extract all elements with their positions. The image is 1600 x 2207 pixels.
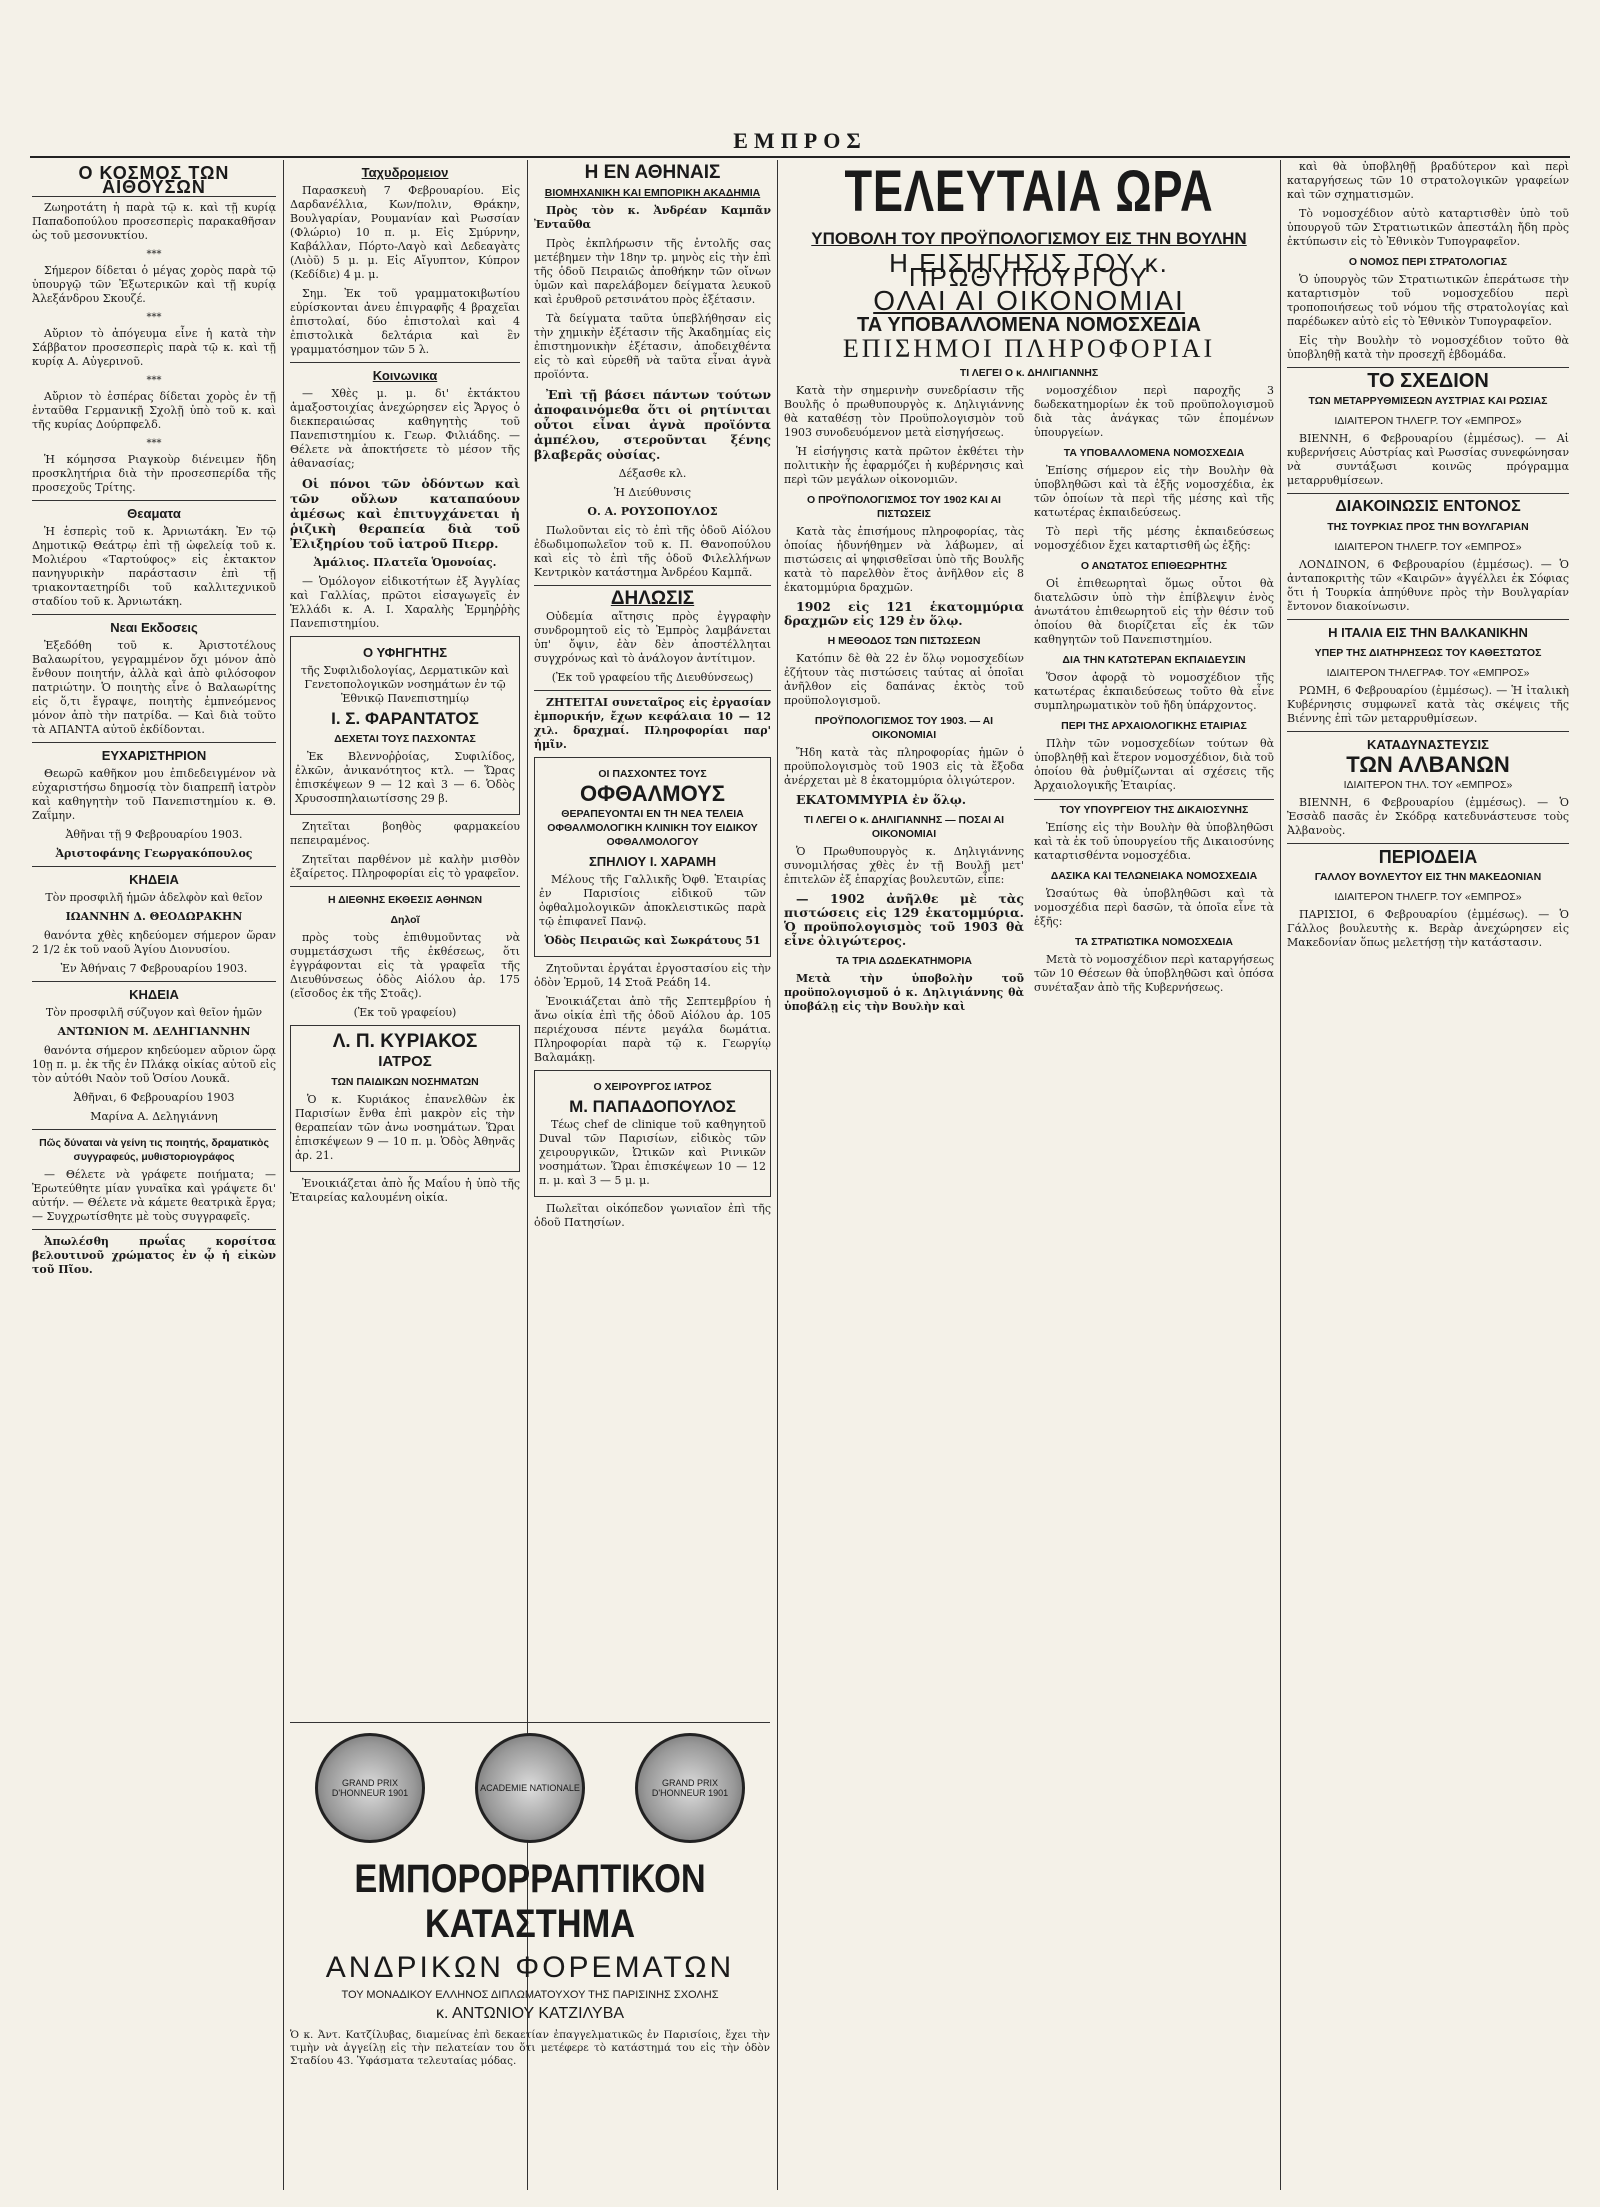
divider (534, 585, 771, 586)
academy-paragraph: Πωλοῦνται εἰς τὸ ἐπὶ τῆς ὁδοῦ Αἰόλου ἐδωδιμοπωλεῖον τοῦ κ. Π. Θανοπούλου καὶ εἰς τὸ ἐπὶ τῆς ὁδοῦ Φιλελλήνων Κεντρικὸν κατάστημα Ἀνδρέου Καμπᾶ. (534, 524, 771, 579)
news-subheading: ΔΙΑ ΤΗΝ ΚΑΤΩΤΕΡΑΝ ΕΚΠΑΙΔΕΥΣΙΝ (1062, 654, 1246, 666)
sale-notice: Πωλεῖται οἰκόπεδον γωνιαῖον ἐπὶ τῆς ὁδοῦ Πατησίων. (534, 1202, 771, 1229)
funeral-name: ΑΝΤΩΝΙΟΝ Μ. ΔΕΛΗΓΙΑΝΝΗΝ (57, 1025, 251, 1038)
thanks-date: Ἀθῆναι τῇ 9 Φεβρουαρίου 1903. (65, 828, 243, 841)
last-hour-subtitle: Η ΕΙΣΗΓΗΣΙΣ ΤΟΥ κ. ΠΡΩΘΥΠΟΥΡΓΟΥ (889, 248, 1169, 292)
news-subheading: ΠΡΟΫΠΟΛΟΓΙΣΜΟΣ ΤΟΥ 1903. — ΑΙ ΟΙΚΟΝΟΜΙΑΙ (814, 715, 994, 741)
news-paragraph: Ὁ Πρωθυπουργὸς κ. Δηλιγιάννης συνομιλήσας χθὲς ἐν τῇ Βουλῇ μετ' ἐπιτελῶν ἐξ ἐπαρχίας βουλευτῶν, εἶπε: (784, 845, 1024, 886)
telegram-subheading: ΥΠΕΡ ΤΗΣ ΔΙΑΤΗΡΗΣΕΩΣ ΤΟΥ ΚΑΘΕΣΤΩΤΟΣ (1314, 647, 1542, 659)
telegram-source: ΙΔΙΑΙΤΕΡΟΝ ΤΗΛΕΓΡ. ΤΟΥ «ΕΜΠΡΟΣ» (1334, 415, 1522, 427)
writers-paragraph: — Θέλετε νὰ γράφετε ποιήματα; — Ἐρωτεύθητε μίαν γυναῖκα καὶ γράψετε δι' αὐτήν. — Θέλετε νὰ κάμετε θεατρικὰ ἔργα; — Συγχρωτίσθητε μὲ τοὺς συγγραφεῖς. (32, 1168, 276, 1223)
telegram-paragraph: ΡΩΜΗ, 6 Φεβρουαρίου (ἐμμέσως). — Ἡ ἰταλικὴ Κυβέρνησις συμφωνεῖ κατὰ τὰς σκέψεις τῆς Βιέννης ἐπὶ τῶν μεταρρυθμίσεων. (1287, 684, 1569, 725)
social-paragraph: — Χθὲς μ. μ. δι' ἐκτάκτου ἀμαξοστοιχίας ἀνεχώρησεν εἰς Ἄργος ὁ διεκπεραιώσας καθηγητὴς τοῦ Πανεπιστημίου κ. Γεωρ. Φιλιάδης. — Θέλετε νὰ ἀποκτήσετε τὸ μέσον τῆς ἀθανασίας; (290, 387, 520, 470)
doctor-subtitle: ΔΕΧΕΤΑΙ ΤΟΥΣ ΠΑΣΧΟΝΤΑΣ (334, 733, 476, 745)
doctor-desc: τῆς Συφιλιδολογίας, Δερματικῶν καὶ Γενετοπολογικῶν νοσημάτων ἐν τῷ Ἐθνικῷ Πανεπιστημίῳ (300, 664, 510, 705)
shop-school: ΤΟΥ ΜΟΝΑΔΙΚΟΥ ΕΛΛΗΝΟΣ ΔΙΠΛΩΜΑΤΟΥΧΟΥ ΤΗΣ ΠΑΡΙΣΙΝΗΣ ΣΧΟΛΗΣ (341, 1989, 719, 2001)
news-highlight: ΕΚΑΤΟΜΜΥΡΙΑ ἐν ὅλῳ. (796, 792, 967, 807)
thanks-paragraph: Θεωρῶ καθῆκον μου ἐπιδεδειγμένον νὰ εὐχαριστήσω δημοσίᾳ τὸν διαπρεπῆ ἰατρὸν καὶ καθηγητὴν τοῦ Πανεπιστημίου κ. Θ. Ζαΐμην. (32, 767, 276, 822)
funeral-heading: ΚΗΔΕΙΑ (129, 872, 179, 887)
telegram-paragraph: ΛΟΝΔΙΝΟΝ, 6 Φεβρουαρίου (ἐμμέσως). — Ὁ ἀνταποκριτὴς τῶν «Καιρῶν» ἀγγέλλει ἐκ Σόφιας ὅτι ἡ Τουρκία ἀπηύθυνε πρὸς τὴν Βουλγαρίαν ἔντονον διακοίνωσιν. (1287, 558, 1569, 613)
kyriakos-name: Λ. Π. ΚΥΡΙΑΚΟΣ (332, 1031, 478, 1052)
funeral-text: θανόντα χθὲς κηδεύομεν σήμερον ὥραν 2 1/2 ἐκ τοῦ ναοῦ Ἁγίου Διονυσίου. (32, 929, 276, 956)
news-paragraph: Μετὰ τὴν ὑποβολὴν τοῦ προϋπολογισμοῦ ὁ κ. Δηλιγιάννης θὰ ὑποβάλῃ εἰς τὴν Βουλὴν καὶ (784, 972, 1024, 1013)
academy-sign: Ο. Α. ΡΟΥΣΟΠΟΥΛΟΣ (587, 505, 718, 518)
society-title: Ο ΚΟΣΜΟΣ ΤΩΝ ΑΙΘΟΥΣΩΝ (32, 166, 276, 197)
telegram-heading-big: ΤΩΝ ΑΛΒΑΝΩΝ (1346, 752, 1510, 777)
academy-paragraph: Πρὸς ἐκπλήρωσιν τῆς ἐντολῆς σας μετέβημεν τὴν 18ην τρ. μηνὸς εἰς τὴν ἐπὶ τῆς ὁδοῦ Πειραιῶς ἀποθήκην τῶν οἴνων ὑμῶν καὶ παρελάβομεν δείγματα λευκοῦ καὶ ἐρυθροῦ ρετσινάτου πρὸς ἐξέτασιν. (534, 237, 771, 306)
masthead (30, 128, 1570, 158)
divider (32, 500, 276, 501)
divider (290, 886, 520, 887)
news-highlight: — 1902 ἀνῆλθε μὲ τὰς πιστώσεις εἰς 129 ἑκατομμύρια. Ὁ προϋπολογισμὸς τοῦ 1903 θὰ εἶνε ὀλιγώτερος. (784, 891, 1024, 948)
news-paragraph: Τὸ περὶ τῆς μέσης ἐκπαιδεύσεως νομοσχέδιον ἔχει καταρτισθῆ ὡς ἑξῆς: (1034, 525, 1274, 552)
news-subheading: Η ΜΕΘΟΔΟΣ ΤΩΝ ΠΙΣΤΩΣΕΩΝ (827, 635, 981, 647)
telegram-heading: ΔΙΑΚΟΙΝΩΣΙΣ ΕΝΤΟΝΟΣ (1335, 498, 1521, 515)
telegram-paragraph: ΒΙΕΝΝΗ, 6 Φεβρουαρίου (ἐμμέσως). — Αἱ κυβερνήσεις Αὐστρίας καὶ Ρωσσίας συνεφώνησαν νὰ συντάξωσι κοινῶς πρόγραμμα μεταρρυθμίσεων. (1287, 432, 1569, 487)
thanks-heading: ΕΥΧΑΡΙΣΤΗΡΙΟΝ (101, 748, 207, 763)
funeral-text: θανόντα σήμερον κηδεύομεν αὔριον ὥρᾳ 10ῃ π. μ. ἐκ τῆς ἐν Πλάκᾳ οἰκίας αὐτοῦ εἰς τὸν αὐτόθι Ναὸν τοῦ Ὁσίου Λουκᾶ. (32, 1044, 276, 1085)
divider (1287, 619, 1569, 620)
telegram-paragraph: ΒΙΕΝΝΗ, 6 Φεβρουαρίου (ἐμμέσως). — Ὁ Ἐσσὰδ πασᾶς ἐν Σκόδρᾳ κατεδυνάστευσε τοὺς Ἀλβανοὺς. (1287, 796, 1569, 837)
telegram-source: ΙΔΙΑΙΤΕΡΟΝ ΤΗΛΕΓΡ. ΤΟΥ «ΕΜΠΡΟΣ» (1334, 891, 1522, 903)
news-paragraph: Ἐπίσης σήμερον εἰς τὴν Βουλὴν θὰ ὑποβληθῶσι καὶ τὰ ἑξῆς νομοσχέδια, ἐκ τῶν ὁποίων τὰ περὶ τῆς μέσης καὶ τῆς κατωτέρας ἐκπαιδεύσεως. (1034, 464, 1274, 519)
divider (32, 866, 276, 867)
medal-icon: GRAND PRIX D'HONNEUR 1901 (635, 1733, 745, 1843)
classified: Ζητεῖται παρθένον μὲ καλὴν μισθὸν ἐξαίρετος. Πληροφορίαι εἰς τὸ γραφεῖον. (290, 853, 520, 880)
news-paragraph: Τὸ νομοσχέδιον αὐτὸ καταρτισθὲν ὑπὸ τοῦ ὑπουργοῦ τῶν Στρατιωτικῶν ἀπεστάλη ἤδη πρὸς ἐκτύπωσιν εἰς τὸ Ἐθνικὸν Τυπογραφεῖον. (1287, 207, 1569, 248)
news-subheading: ΤΑ ΥΠΟΒΑΛΛΟΜΕΝΑ ΝΟΜΟΣΧΕΔΙΑ (1063, 447, 1245, 459)
news-subheading: ΔΑΣΙΚΑ ΚΑΙ ΤΕΛΩΝΕΙΑΚΑ ΝΟΜΟΣΧΕΔΙΑ (1050, 870, 1258, 882)
funeral-date: Ἀθῆναι, 6 Φεβρουαρίου 1903 (73, 1091, 235, 1104)
classified: Ζητεῖται βοηθὸς φαρμακείου πεπειραμένος. (290, 820, 520, 847)
surgeon-heading: Ο ΧΕΙΡΟΥΡΓΟΣ ΙΑΤΡΟΣ (593, 1081, 712, 1093)
society-paragraph: Αὔριον τὸ ἑσπέρας δίδεται χορὸς ἐν τῇ ἐνταῦθα Γερμανικῇ Σχολῇ ὑπὸ τοῦ κ. καὶ τῆς κυρίας Δούρπφελδ. (32, 390, 276, 431)
kyriakos-ad (290, 1025, 520, 1172)
news-subheading: Ο ΑΝΩΤΑΤΟΣ ΕΠΙΘΕΩΡΗΤΗΣ (1080, 560, 1228, 572)
last-hour-title: ΤΕΛΕΥΤΑΙΑ ΩΡΑ (844, 160, 1214, 224)
society-paragraph: Ἡ κόμησσα Ριαγκοὺρ διένειμεν ἤδη προσκλητήρια διὰ τὴν προσεσπερίδα τῆς προσεχοῦς Τρίτης. (32, 453, 276, 494)
news-paragraph: Ἐπίσης εἰς τὴν Βουλὴν θὰ ὑποβληθῶσι καὶ τὰ ἐκ τοῦ ὑπουργείου τῆς Δικαιοσύνης καταρτισθέντα νομοσχέδια. (1034, 821, 1274, 862)
telegram-source: ΙΔΙΑΙΤΕΡΟΝ ΤΗΛΕΓΡ. ΤΟΥ «ΕΜΠΡΟΣ» (1334, 541, 1522, 553)
funeral-heading: ΚΗΔΕΙΑ (129, 987, 179, 1002)
expo-heading: Η ΔΙΕΘΝΗΣ ΕΚΘΕΣΙΣ ΑΘΗΝΩΝ (327, 894, 483, 906)
last-hour-says: ΤΙ ΛΕΓΕΙ Ο κ. ΔΗΛΙΓΙΑΝΝΗΣ (959, 367, 1099, 379)
lost-notice: Ἀπωλέσθη πρωΐας κορσίτσα βελουτινοῦ χρώματος ἐν ᾧ ἡ εἰκὼν τοῦ Πῖου. (32, 1235, 276, 1276)
news-subheading: ΤΟΥ ΥΠΟΥΡΓΕΙΟΥ ΤΗΣ ΔΙΚΑΙΟΣΥΝΗΣ (1034, 799, 1274, 817)
shop-title: ΕΜΠΟΡΟΡΡΑΠΤΙΚΟΝ ΚΑΤΑΣΤΗΜΑ (354, 1857, 706, 1946)
news-subheading: ΤΑ ΤΡΙΑ ΔΩΔΕΚΑΤΗΜΟΡΙΑ (836, 955, 972, 967)
divider (1287, 367, 1569, 368)
kyriakos-subtitle: ΤΩΝ ΠΑΙΔΙΚΩΝ ΝΟΣΗΜΑΤΩΝ (331, 1076, 479, 1088)
writers-heading: Πῶς δύναται νὰ γείνη τις ποιητής, δραματικὸς συγγραφεύς, μυθιστοριογράφος (39, 1137, 269, 1163)
telegram-source: ΙΔΙΑΙΤΕΡΟΝ ΤΗΛΕΓΡΑΦ. ΤΟΥ «ΕΜΠΡΟΣ» (1326, 667, 1530, 679)
books-heading: Νεαι Εκδοσεις (110, 620, 198, 635)
news-paragraph: καὶ θὰ ὑποβληθῇ βραδύτερον καὶ περὶ καταργήσεως τῶν 10 στρατολογικῶν γραφείων καὶ τῶν σχηματισμῶν. (1287, 160, 1569, 201)
funeral-text: Τὸν προσφιλῆ ἡμῶν ἀδελφὸν καὶ θεῖον (45, 891, 263, 904)
eye-clinic-ad (534, 757, 771, 957)
column-post (290, 160, 520, 1715)
shop-text: Ὁ κ. Ἀντ. Κατζίλυβας, διαμείνας ἐπὶ δεκαετίαν ἐπαγγελματικῶς ἐν Παρισίοις, ἔχει τὴν τιμὴν νὰ ἀγγείλῃ εἰς τὴν πελατείαν του ὅτι μετέφερε τὸ κατάστημά του εἰς τὴν ὁδὸν Σταδίου 43. Ὑφάσματα τελευταίας μόδας. (290, 2029, 770, 2067)
funeral-signature: Μαρίνα Α. Δεληγιάννη (90, 1110, 218, 1123)
news-subheading: ΤΑ ΣΤΡΑΤΙΩΤΙΚΑ ΝΟΜΟΣΧΕΔΙΑ (1075, 936, 1233, 948)
eye-doctor: ΣΠΗΛΙΟΥ Ι. ΧΑΡΑΜΗ (588, 854, 717, 869)
news-paragraph: νομοσχέδιον περὶ παροχῆς 3 δωδεκατημορίων ἐκ τοῦ προϋπολογισμοῦ διὰ τὰς ἀνάγκας τῶν ἑπομένων ὑπουργείων. (1034, 384, 1274, 439)
column-rule (777, 160, 778, 2190)
surgeon-name: Μ. ΠΑΠΑΔΟΠΟΥΛΟΣ (569, 1097, 736, 1116)
funeral-name: ΙΩΑΝΝΗΝ Δ. ΘΕΟΔΩΡΑΚΗΝ (65, 910, 243, 923)
last-hour-body (784, 384, 1274, 1019)
divider (1287, 843, 1569, 844)
news-paragraph: Οἱ ἐπιθεωρηταὶ ὅμως οὗτοι θὰ διατελῶσιν ὑπὸ τὴν ἐπίβλεψιν ἑνὸς ἀνωτάτου ἐπιθεωρητοῦ εἰς τὴν θέσιν τοῦ ὁποίου θὰ διορίζεται εἷς ἐκ τῶν καθηγητῶν τοῦ Πανεπιστημίου. (1034, 577, 1274, 646)
post-heading: Ταχυδρομειον (361, 165, 449, 180)
doctor-ad (290, 636, 520, 815)
dental-address: Ἀμάλιος. Πλατεῖα Ὁμονοίας. (313, 556, 497, 569)
column-telegrams (1287, 160, 1569, 2180)
column-rule (283, 160, 284, 2190)
divider (1287, 731, 1569, 732)
telegram-heading: ΚΑΤΑΔΥΝΑΣΤΕΥΣΙΣ (1367, 737, 1489, 752)
classified: Ζητοῦνται ἐργάται ἐργοστασίου εἰς τὴν ὁδὸν Ἑρμοῦ, 14 Στοᾶ Ρεάδη 14. (534, 962, 771, 989)
theatre-heading: Θεαματα (127, 506, 181, 521)
doctor-name: Ι. Σ. ΦΑΡΑΝΤΑΤΟΣ (331, 709, 479, 728)
theatre-paragraph: Ἡ ἑσπερὶς τοῦ κ. Ἀρνιωτάκη. Ἐν τῷ Δημοτικῷ Θεάτρῳ ἐπὶ τῇ ὠφελείᾳ τοῦ κ. Μολιέρου «Ταρτούφος» εἰς ἐκτακτον πανηγυρικὴν παράστασιν ἐπὶ τῇ τριακονταετηρίδι τοῦ καλλιτεχνικοῦ σταδίου τοῦ κ. Ἀρνιωτάκη. (32, 525, 276, 608)
last-hour-right (1034, 384, 1274, 1019)
news-subheading: Ο ΝΟΜΟΣ ΠΕΡΙ ΣΤΡΑΤΟΛΟΓΙΑΣ (1348, 256, 1508, 268)
rent-notice: Ἐνοικιάζεται ἀπὸ τῆς Σεπτεμβρίου ἡ ἄνω οἰκία ἐπὶ τῆς ὁδοῦ Αἰόλου ἀρ. 105 περιέχουσα πέντε μεγάλα δωμάτια. Πληροφορίαι παρὰ τῷ κ. Γεωργίῳ Βαλαμάκῃ. (534, 995, 771, 1064)
society-paragraph: Σήμερον δίδεται ὁ μέγας χορὸς παρὰ τῷ ὑπουργῷ τῶν Ἐξωτερικῶν καὶ τῇ κυρίᾳ Ἀλεξάνδρου Σκουζέ. (32, 264, 276, 305)
expo-paragraph: πρὸς τοὺς ἐπιθυμοῦντας νὰ συμμετάσχωσι τῆς ἐκθέσεως, ὅτι ἐγγράφονται εἰς τὰ γραφεῖα τῆς Διευθύνσεως ὁδὸς Αἰόλου ἀρ. 175 (εἴσοδος ἐκ τῆς Στοᾶς). (290, 931, 520, 1000)
divider (32, 1229, 276, 1230)
divider (32, 614, 276, 615)
academy-subtitle: ΒΙΟΜΗΧΑΝΙΚΗ ΚΑΙ ΕΜΠΟΡΙΚΗ ΑΚΑΔΗΜΙΑ (544, 187, 761, 199)
medal-icon: GRAND PRIX D'HONNEUR 1901 (315, 1733, 425, 1843)
divider (534, 690, 771, 691)
academy-address: Πρὸς τὸν κ. Ἀνδρέαν Καμπᾶν Ἐνταῦθα (534, 204, 771, 231)
declaration-heading: ΔΗΛΩΣΙΣ (610, 588, 695, 609)
separator-stars: *** (146, 375, 162, 386)
eye-subtitle: ΘΕΡΑΠΕΥΟΝΤΑΙ ΕΝ ΤΗ ΝΕΑ ΤΕΛΕΙΑ ΟΦΘΑΛΜΟΛΟΓΙΚΗ ΚΛΙΝΙΚΗ ΤΟΥ ΕΙΔΙΚΟΥ ΟΦΘΑΛΜΟΛΟΓΟΥ (547, 808, 758, 848)
academy-title: Η ΕΝ ΑΘΗΝΑΙΣ (584, 162, 721, 183)
thanks-signature: Ἀριστοφάνης Γεωργακόπουλος (55, 847, 253, 860)
separator-stars: *** (146, 312, 162, 323)
social-heading: Κοινωνικα (372, 368, 438, 383)
declaration-paragraph: Οὐδεμία αἴτησις πρὸς ἐγγραφὴν συνδρομητοῦ εἰς τὸ Ἐμπρὸς λαμβάνεται ὑπ' ὄψιν, ἐὰν δὲν ἀποστέλληται συγχρόνως καὶ τὸ ἀνάλογον ἀντίτιμον. (534, 610, 771, 665)
last-hour-subtitle: ΕΠΙΣΗΜΟΙ ΠΛΗΡΟΦΟΡΙΑΙ (842, 334, 1216, 363)
telegram-paragraph: ΠΑΡΙΣΙΟΙ, 6 Φεβρουαρίου (ἐμμέσως). — Ὁ Γάλλος βουλευτὴς κ. Βερὰρ ἀνεχώρησεν εἰς Μακεδονίαν ὅπως μελετήσῃ τὴν κατάστασιν. (1287, 908, 1569, 949)
telegram-subheading: ΤΗΣ ΤΟΥΡΚΙΑΣ ΠΡΟΣ ΤΗΝ ΒΟΥΛΓΑΡΙΑΝ (1327, 521, 1529, 533)
tailor-advertisement (290, 1722, 770, 2168)
news-subheading: ΤΙ ΛΕΓΕΙ Ο κ. ΔΗΛΙΓΙΑΝΝΗΣ — ΠΟΣΑΙ ΑΙ ΟΙΚΟΝΟΜΙΑΙ (803, 814, 1005, 840)
academy-sign: Ἡ Διεύθυνσις (613, 486, 692, 499)
news-highlight: 1902 εἰς 121 ἑκατομμύρια δραχμῶν εἰς 129 ἐν ὅλῳ. (784, 599, 1024, 628)
last-hour-subtitle: ΤΑ ΥΠΟΒΑΛΛΟΜΕΝΑ ΝΟΜΟΣΧΕΔΙΑ (856, 314, 1201, 336)
academy-paragraph: Τὰ δείγματα ταῦτα ὑπεβλήθησαν εἰς τὴν χημικὴν ἐξέτασιν τῆς Ἀκαδημίας εἰς ἐπιστημονικὴν ἐξέτασιν, ἀποδειχθέντα εἰς τὸ καὶ εὑρεθῆ νὰ ταῦτα εἶναι ἀγνὰ προϊόντα. (534, 312, 771, 381)
doctor-hours: Ἐκ Βλεννοῤῥοίας, Συφιλίδος, ἐλκῶν, ἀνικανότητος κτλ. — Ὥρας ἐπισκέψεων 9 — 12 καὶ 3 — 6. Ὁδὸς Χρυσοσπηλαιωτίσσης 29 β. (295, 750, 515, 805)
news-paragraph: Ἤδη κατὰ τὰς πληροφορίας ἡμῶν ὁ προϋπολογισμὸς τοῦ 1903 εἰς τὰ ἔξοδα ἀνέρχεται μὲ 8 ἑκατομμύρια ὀλιγώτερον. (784, 746, 1024, 787)
post-paragraph: Παρασκευὴ 7 Φεβρουαρίου. Εἰς Δαρδανέλλια, Κων/πολιν, Θράκην, Βουλγαρίαν, Ρουμανίαν καὶ Ρωσσίαν (Φλώριο) 10 π. μ. Εἰς Σμύρνην, Καβάλλαν, Πόρτο-Λαγὸ καὶ Δεδεαγὰτς (Λιὸῦ) 5 μ. μ. Εἰς Αἴγυπτον, Κύπρον (Κεδίδιε) 4 μ. μ. (290, 184, 520, 281)
books-paragraph: Ἐξεδόθη τοῦ κ. Ἀριστοτέλους Βαλαωρίτου, γεγραμμένον ὄχι μόνον ἀπὸ ἔνθουν ποιητήν, ἀλλὰ καὶ ἀπὸ φιλόσοφον πατριώτην. Ὁ ποιητὴς εἶνε ὁ Βαλαωρίτης εἰς ὅ,τι ἔγραψε, ποιητὴς ἐμπνεόμενος μόνον ἀπὸ τὴν πατρίδα. — Καὶ διὰ τοῦτο τὰ ΑΠΑΝΤΑ αὐτοῦ ἐκδίδονται. (32, 639, 276, 736)
separator-stars: *** (146, 249, 162, 260)
news-paragraph: Ὡσαύτως θὰ ὑποβληθῶσι καὶ τὰ νομοσχέδια περὶ δασῶν, τὰ ὁποῖα εἶνε τὰ ἑξῆς: (1034, 887, 1274, 928)
kyriakos-paragraph: Ὁ κ. Κυριάκος ἐπανελθὼν ἐκ Παρισίων ἔνθα ἐπὶ μακρὸν εἰς τὴν θεραπείαν τῶν ἀνω νοσημάτων. Ὥραι ἐπισκέψεων 9 — 10 π. μ. Ὁδὸς Ἀθηνᾶς ἀρ. 21. (295, 1093, 515, 1162)
news-subheading: Ο ΠΡΟΫΠΟΛΟΓΙΣΜΟΣ ΤΟΥ 1902 ΚΑΙ ΑΙ ΠΙΣΤΩΣΕΙΣ (807, 494, 1001, 520)
funeral-text: Τὸν προσφιλῆ σύζυγον καὶ θεῖον ἡμῶν (45, 1006, 263, 1019)
divider (32, 1129, 276, 1130)
social-paragraph: — Ὁμόλογον εἰδικοτήτων ἐξ Ἀγγλίας καὶ Γαλλίας, πρῶτοι εἰσαγωγεῖς ἐν Ἑλλάδι κ. Α. Ι. Χαραλὴς Ἐρμηῤῥὴς Πανεπιστημίου. (290, 575, 520, 630)
society-paragraph: Ζωηροτάτη ἡ παρὰ τῷ κ. καὶ τῇ κυρίᾳ Παπαδοπούλου προσεσπερὶς παρακαθῆσαν ὡς τοῦ μεσονυκτίου. (32, 201, 276, 242)
post-paragraph: Σημ. Ἐκ τοῦ γραμματοκιβωτίου εὑρίσκονται ἀνευ ἐπιγραφῆς 4 βραχεῖαι ἐπιστολαί, δύο ἐπιστολαὶ καὶ 4 ἐπιστολικὰ δελτάρια καὶ ἓν γραμματόσημον τῶν 5 λ. (290, 287, 520, 356)
expo-note: (Ἐκ τοῦ γραφείου) (353, 1006, 457, 1019)
last-hour-left (784, 384, 1024, 1019)
news-paragraph: Μετὰ τὸ νομοσχέδιον περὶ καταργήσεως τῶν 10 Θέσεων θὰ ὑποβληθῶσι καὶ ὁπόσα συνέταξαν ἀπὸ τῆς Κυβερνήσεως. (1034, 953, 1274, 994)
news-paragraph: Ἡ εἰσήγησις κατὰ πρῶτον ἐκθέτει τὴν πολιτικὴν ἧς ἐφαρμόζει ἡ κυβέρνησις καὶ περὶ τῶν μεγάλων οἰκονομιῶν. (784, 445, 1024, 486)
telegram-subheading: ΤΩΝ ΜΕΤΑΡΡΥΘΜΙΣΕΩΝ ΑΥΣΤΡΙΑΣ ΚΑΙ ΡΩΣΙΑΣ (1308, 395, 1548, 407)
column-last-hour (784, 160, 1274, 2180)
news-paragraph: Ὁ ὑπουργὸς τῶν Στρατιωτικῶν ἐπεράτωσε τὴν καταρτισμὸν τοῦ νομοσχεδίου περὶ τροποποιήσεως τοῦ νόμου τῆς στρατολογίας καὶ παρέδωκεν αὐτὸ εἰς τὸ Ἐθνικὸν Τυπογραφεῖον. (1287, 273, 1569, 328)
telegram-heading: ΤΟ ΣΧΕΔΙΟΝ (1367, 370, 1489, 392)
divider (32, 981, 276, 982)
news-paragraph: Εἰς τὴν Βουλὴν τὸ νομοσχέδιον τοῦτο θὰ ὑποβληθῇ κατὰ τὴν προσεχῆ ἑβδομάδα. (1287, 334, 1569, 361)
news-paragraph: Κατόπιν δὲ θὰ 22 ἐν ὅλῳ νομοσχεδίων ἐζήτουν τὰς πιστώσεις ταύτας αἱ ὁποῖαι ἀνῆλθον εἰς δαπάνας ἐκτὸς τοῦ προϋπολογισμοῦ. (784, 652, 1024, 707)
funeral-date: Ἐν Ἀθήναις 7 Φεβρουαρίου 1903. (60, 962, 248, 975)
academy-conclusion: Ἐπὶ τῇ βάσει πάντων τούτων ἀποφαινόμεθα ὅτι οἱ ρητίνιται οὗτοι εἶναι ἀγνὰ προϊόντα ἀμπέλου, στεροῦνται ξένης βλαβερᾶς οὐσίας. (534, 387, 771, 462)
declaration-note: (Ἐκ τοῦ γραφείου τῆς Διευθύνσεως) (551, 671, 754, 684)
academy-sign: Δέξασθε κλ. (618, 467, 687, 480)
telegram-heading: Η ΙΤΑΛΙΑ ΕΙΣ ΤΗΝ ΒΑΛΚΑΝΙΚΗΝ (1328, 625, 1528, 640)
eye-address: Ὁδὸς Πειραιῶς καὶ Σωκράτους 51 (544, 934, 761, 947)
last-hour-subtitle: ΥΠΟΒΟΛΗ ΤΟΥ ΠΡΟΫΠΟΛΟΓΙΣΜΟΥ ΕΙΣ ΤΗΝ ΒΟΥΛΗΝ (811, 229, 1247, 248)
partner-wanted: ΖΗΤΕΙΤΑΙ συνεταῖρος εἰς ἐργασίαν ἐμπορικήν, ἔχων κεφάλαια 10 — 12 χιλ. δραχμαί. Πληροφορίαι παρ' ἡμῖν. (534, 696, 771, 751)
kyriakos-role: ΙΑΤΡΟΣ (378, 1053, 432, 1070)
telegram-heading: ΠΕΡΙΟΔΕΙΑ (1378, 847, 1478, 867)
surgeon-ad (534, 1070, 771, 1197)
column-rule (1280, 160, 1281, 2190)
eye-heading: ΟΙ ΠΑΣΧΟΝΤΕΣ ΤΟΥΣ (598, 768, 707, 780)
shop-owner: κ. ΑΝΤΩΝΙΟΥ ΚΑΤΖΙΛΥΒΑ (435, 2005, 625, 2022)
column-academy (534, 160, 771, 1715)
eye-paragraph: Μέλους τῆς Γαλλικῆς Ὀφθ. Ἑταιρίας ἐν Παρισίοις εἰδικοῦ τῶν ὀφθαλμολογικῶν ἀποκλειστικῶς παρὰ τῷ ἐπιφανεῖ Πανῷ. (539, 873, 766, 928)
divider (32, 742, 276, 743)
newspaper-name: ΕΜΠΡΟΣ (733, 128, 867, 153)
divider (1287, 493, 1569, 494)
news-paragraph: Πλὴν τῶν νομοσχεδίων τούτων θὰ ὑποβληθῇ καὶ ἕτερον νομοσχέδιον, διὰ τοῦ ὁποίου θὰ ῥυθμίζωνται αἱ σχέσεις τῆς Ἀρχαιολογικῆς Ἑταιρίας. (1034, 737, 1274, 792)
separator-stars: *** (146, 438, 162, 449)
medals-row (290, 1733, 770, 1843)
telegram-source: ΙΔΙΑΙΤΕΡΟΝ ΤΗΛ. ΤΟΥ «ΕΜΠΡΟΣ» (1343, 779, 1513, 791)
surgeon-paragraph: Τέως chef de clinique τοῦ καθηγητοῦ Duval τῶν Παρισίων, εἰδικὸς τῶν χειρουργικῶν, Ὠτικῶν καὶ Ρινικῶν νοσημάτων. Ὥραι ἐπισκέψεων 10 — 12 π. μ. καὶ 3 — 5 μ. μ. (539, 1118, 766, 1187)
divider (290, 362, 520, 363)
expo-subheading: Δηλοῖ (390, 914, 420, 926)
column-society (32, 160, 276, 2180)
last-hour-subtitle: ΟΛΑΙ ΑΙ ΟΙΚΟΝΟΜΙΑΙ (873, 285, 1185, 316)
news-paragraph: Ὅσον ἀφορᾷ τὸ νομοσχέδιον τῆς κατωτέρας ἐκπαιδεύσεως τοῦτο θὰ εἶνε συμπληρωματικὸν τοῦ ἤδη ὑπάρχοντος. (1034, 671, 1274, 712)
shop-subtitle: ΑΝΔΡΙΚΩΝ ΦΟΡΕΜΑΤΩΝ (325, 1951, 735, 1984)
society-paragraph: Αὔριον τὸ ἀπόγευμα εἶνε ἡ κατὰ τὴν Σάββατον προσεσπερὶς παρὰ τῷ κ. καὶ τῇ κυρίᾳ Α. Αὐγερινοῦ. (32, 327, 276, 368)
telegram-subheading: ΓΑΛΛΟΥ ΒΟΥΛΕΥΤΟΥ ΕΙΣ ΤΗΝ ΜΑΚΕΔΟΝΙΑΝ (1314, 871, 1542, 883)
dental-notice: Οἱ πόνοι τῶν ὀδόντων καὶ τῶν οὔλων καταπαύουν ἀμέσως καὶ ἐπιτυγχάνεται ἡ ῥιζικὴ θεραπεία διὰ τοῦ Ἐλιξηρίου τοῦ ἰατροῦ Πιερρ. (290, 476, 520, 551)
news-paragraph: Κατὰ τὰς ἐπισήμους πληροφορίας, τὰς ὁποίας ἠδυνήθημεν νὰ λάβωμεν, αἱ πιστώσεις αἱ ψηφισθεῖσαι ὑπὸ τῆς Βουλῆς κατὰ τὸ παρελθὸν ἔτος ἀνῆλθον εἰς 8 ἑκατομμύρια δραχμῶν. (784, 525, 1024, 594)
rent-notice: Ἐνοικιάζεται ἀπὸ ἧς Μαΐου ἡ ὑπὸ τῆς Ἐταιρείας καλουμένη οἰκία. (290, 1177, 520, 1204)
medal-icon: ACADEMIE NATIONALE (475, 1733, 585, 1843)
news-paragraph: Κατὰ τὴν σημερινὴν συνεδρίασιν τῆς Βουλῆς ὁ πρωθυπουργὸς κ. Δηλιγιάννης θὰ καταθέσῃ τὸν Προϋπολογισμὸν τοῦ 1903 συνοδευόμενον μετὰ εἰσηγήσεως. (784, 384, 1024, 439)
news-subheading: ΠΕΡΙ ΤΗΣ ΑΡΧΑΙΟΛΟΓΙΚΗΣ ΕΤΑΙΡΙΑΣ (1061, 720, 1247, 732)
eye-title: ΟΦΘΑΛΜΟΥΣ (580, 781, 725, 806)
doctor-title: Ο ΥΦΗΓΗΤΗΣ (362, 645, 448, 660)
